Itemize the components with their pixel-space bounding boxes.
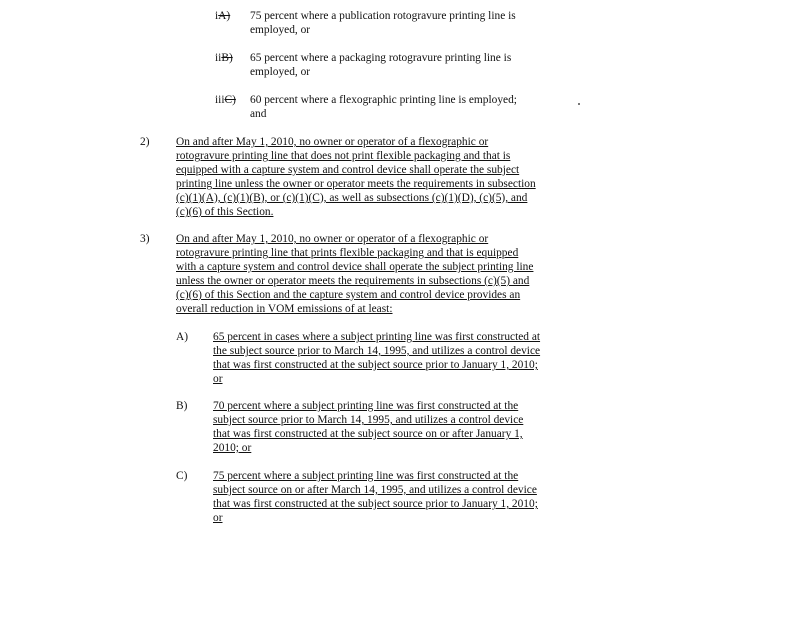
item-text: 70 percent where a subject printing line was first constructed at the subject source prior to March 14, 1995, and utilizes a control device that was first constructed at the subject source on or after January 1, 2010; or xyxy=(213,400,524,454)
item-label: iiiC) xyxy=(215,94,236,106)
item-label: iA) xyxy=(215,10,231,22)
item-label: A) xyxy=(176,331,189,343)
item-3-label: 3) xyxy=(140,233,150,245)
item-2-text: On and after May 1, 2010, no owner or operator of a flexographic or rotogravure printing line that does not print flexible packaging and that is equipped with a capture system and control device shall operate the subject printing line unless the owner or operator meets the requirements in subsection (c)(1)(A), (c)(1)(B), or (c)(1)(C), as well as subsections (c)(1)(D), (c)(5), and (c)(6) of this Section. xyxy=(176,136,536,218)
item-label: C) xyxy=(176,470,188,482)
item-label: B) xyxy=(176,400,188,412)
item-text: 65 percent where a packaging rotogravure printing line is employed, or xyxy=(250,52,512,78)
item-text: 75 percent where a publication rotogravure printing line is employed, or xyxy=(250,10,516,36)
item-text: 60 percent where a flexographic printing line is employed; and xyxy=(250,94,517,120)
item-text: 65 percent in cases where a subject printing line was first constructed at the subject source prior to March 14, 1995, and utilizes a control device that was first constructed at the subject source prior to January 1, 2010; or xyxy=(213,331,541,385)
item-text: 75 percent where a subject printing line was first constructed at the subject source on or after March 14, 1995, and utilizes a control device that was first constructed at the subject source prior to January 1, 2010; or xyxy=(213,470,538,524)
stray-mark xyxy=(578,103,580,105)
item-label: iiB) xyxy=(215,52,233,64)
item-2-label: 2) xyxy=(140,136,150,148)
item-3-text: On and after May 1, 2010, no owner or operator of a flexographic or rotogravure printing line that prints flexible packaging and that is equipped with a capture system and control device shall operate the subject printing line unless the owner or operator meets the requirements in subsections (c)(5) and (c)(6) of this Section and the capture system and control device provides an overall reduction in VOM emissions of at least: xyxy=(176,233,534,315)
